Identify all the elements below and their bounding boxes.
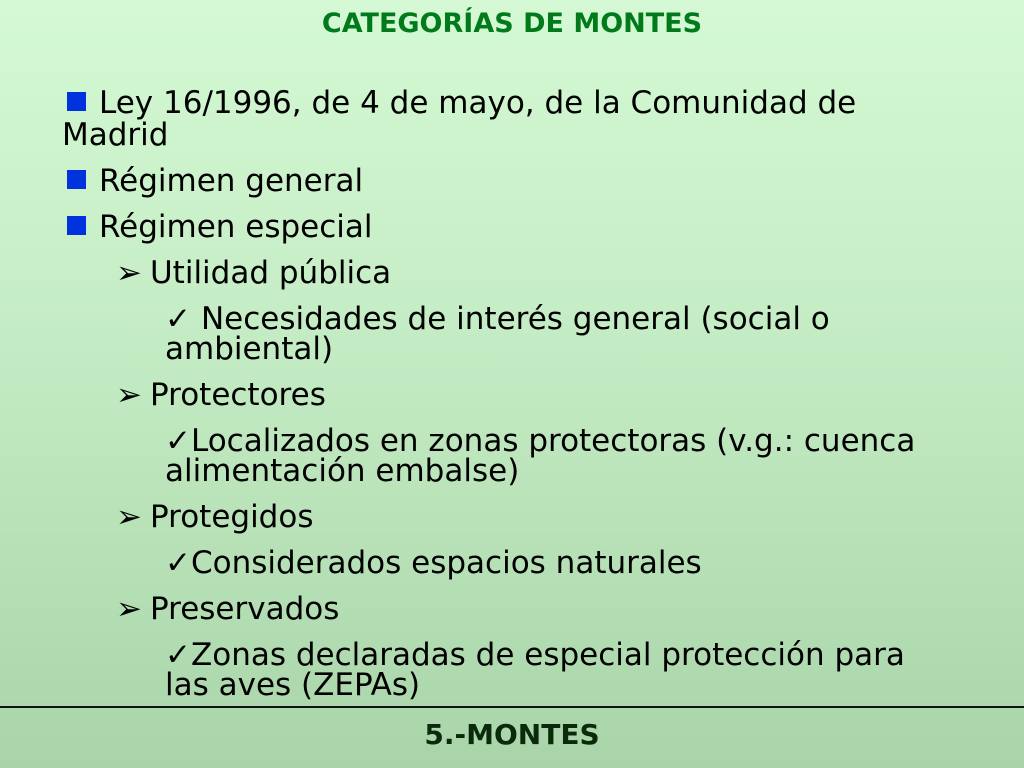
- item-text: Régimen general: [99, 163, 364, 199]
- list-item: [0, 637, 1024, 673]
- item-text: Necesidades de interés general (social o: [200, 301, 830, 337]
- list-item: [0, 423, 1024, 459]
- list-item-continuation: [0, 667, 1024, 703]
- list-item-continuation: [0, 331, 1024, 367]
- footer-label: 5.-MONTES: [424, 718, 600, 751]
- list-item: [0, 591, 1024, 627]
- item-text: Protegidos: [149, 499, 314, 535]
- item-text-cont: Madrid: [62, 117, 169, 153]
- checkmark-bullet-icon: ✓: [165, 637, 191, 673]
- blue-square-bullet-icon: [67, 170, 86, 189]
- list-item: [0, 255, 1024, 291]
- arrowhead-bullet-icon: ➢: [116, 591, 142, 627]
- arrowhead-bullet-icon: ➢: [116, 499, 142, 535]
- list-item: [0, 85, 1024, 121]
- item-text: Ley 16/1996, de 4 de mayo, de la Comunidad de: [99, 85, 857, 121]
- blue-square-bullet-icon: [67, 92, 86, 111]
- item-text: Localizados en zonas protectoras (v.g.: cuenca: [190, 423, 916, 459]
- list-item-continuation: [0, 453, 1024, 489]
- slide-content: [0, 85, 1024, 703]
- item-text-cont: las aves (ZEPAs): [165, 667, 421, 703]
- list-item: [0, 545, 1024, 581]
- list-item: [0, 209, 1024, 245]
- arrowhead-bullet-icon: ➢: [116, 255, 142, 291]
- list-item: [0, 163, 1024, 199]
- item-text: Preservados: [149, 591, 340, 627]
- item-text: Zonas declaradas de especial protección para: [190, 637, 905, 673]
- list-item: [0, 301, 1024, 337]
- item-text: Régimen especial: [99, 209, 373, 245]
- item-text: Protectores: [149, 377, 326, 413]
- slide-title: CATEGORÍAS DE MONTES: [321, 8, 703, 39]
- item-text: Considerados espacios naturales: [190, 545, 702, 581]
- checkmark-bullet-icon: ✓: [165, 545, 191, 581]
- list-item: [0, 499, 1024, 535]
- item-text-cont: alimentación embalse): [165, 453, 520, 489]
- list-item-continuation: [0, 117, 1024, 153]
- blue-square-bullet-icon: [67, 216, 86, 235]
- footer-divider: [0, 706, 1024, 708]
- list-item: [0, 377, 1024, 413]
- checkmark-bullet-icon: ✓: [165, 301, 191, 337]
- arrowhead-bullet-icon: ➢: [116, 377, 142, 413]
- item-text: Utilidad pública: [149, 255, 392, 291]
- checkmark-bullet-icon: ✓: [165, 423, 191, 459]
- item-text-cont: ambiental): [165, 331, 334, 367]
